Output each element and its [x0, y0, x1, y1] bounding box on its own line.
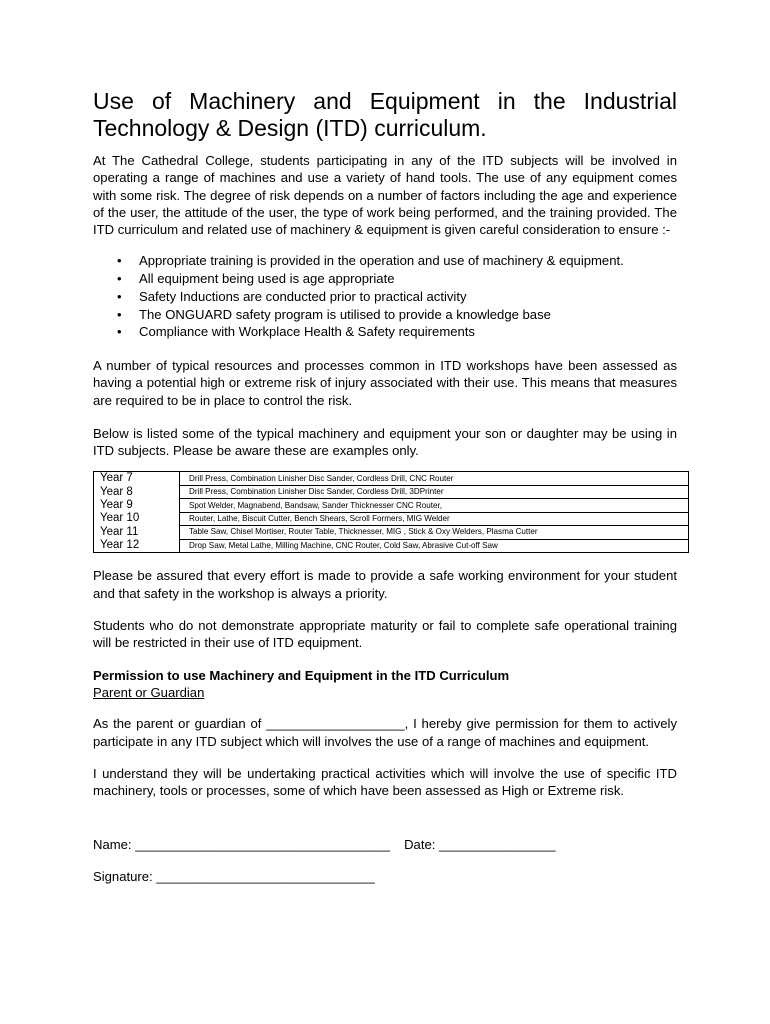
list-item: • The ONGUARD safety program is utilised to provide a knowledge base [117, 306, 551, 322]
risk-paragraph: A number of typical resources and processes common in ITD workshops have been assessed as having a potential high or extreme risk of injury associated with their use. This means that measures are required to be in place to control the risk. [93, 358, 677, 408]
equipment-cell: Drill Press, Combination Linisher Disc Sander, Cordless Drill, 3DPrinter [180, 485, 689, 498]
year-column [94, 472, 180, 553]
table-row [94, 512, 689, 525]
bullet-icon: • [117, 324, 122, 340]
table-row [94, 539, 689, 553]
year-label: Year 7 [100, 472, 133, 485]
list-item: • All equipment being used is age appropriate [117, 271, 395, 287]
equipment-intro-paragraph: Below is listed some of the typical machinery and equipment your son or daughter may be using in ITD subjects. Please be aware these are examples only. [93, 425, 677, 459]
year-label: Year 9 [100, 499, 133, 512]
list-item: • Compliance with Workplace Health & Safety requirements [117, 324, 475, 340]
restriction-paragraph: Students who do not demonstrate appropriate maturity or fail to complete safe operational training will be restricted in their use of ITD equipment. [93, 617, 677, 651]
bullet-icon: • [117, 288, 122, 304]
equipment-cell: Drop Saw, Metal Lathe, Milling Machine, CNC Router, Cold Saw, Abrasive Cut-off Saw [189, 540, 498, 550]
intro-paragraph: At The Cathedral College, students participating in any of the ITD subjects will be involved in operating a range of machines and use a variety of hand tools. The use of any equipment comes with some risk. The degree of risk depends on a number of factors including the age and experience of the user, the attitude of the user, the type of work being performed, and the training provided. The ITD curriculum and related use of machinery & equipment is given careful consideration to ensure :- [93, 153, 677, 238]
bullet-icon: • [117, 253, 122, 269]
bullet-icon: • [117, 271, 122, 287]
date-field[interactable]: Date: ________________ [404, 836, 556, 852]
assurance-paragraph: Please be assured that every effort is made to provide a safe working environment for your student and that safety in the workshop is always a priority. [93, 568, 677, 601]
table-row [94, 472, 689, 485]
name-field[interactable]: Name: ___________________________________ [93, 836, 391, 852]
table-row [94, 485, 689, 498]
equipment-cell: Drill Press, Combination Linisher Disc Sander, Cordless Drill, CNC Router [180, 472, 689, 485]
document-title: Use of Machinery and Equipment in the Industrial Technology & Design (ITD) curriculum. [93, 88, 677, 141]
bullet-icon: • [117, 306, 122, 322]
year-equipment-table [93, 471, 689, 553]
equipment-cell: Table Saw, Chisel Mortiser, Router Table, Thicknesser, MIG , Stick & Oxy Welders, Plasma Cutter [180, 526, 689, 539]
list-item: • Appropriate training is provided in the operation and use of machinery & equipment. [117, 253, 624, 269]
equipment-cell: Router, Lathe, Biscuit Cutter, Bench Shears, Scroll Formers, MIG Welder [180, 512, 689, 525]
table-row [94, 526, 689, 539]
year-label: Year 11 [100, 525, 139, 538]
list-item: • Safety Inductions are conducted prior to practical activity [117, 288, 467, 304]
document-page [93, 88, 677, 885]
name-date-row [93, 836, 677, 853]
signature-field[interactable]: Signature: ______________________________ [93, 868, 375, 884]
permission-subheading: Parent or Guardian [93, 685, 205, 701]
equipment-cell: Spot Welder, Magnabend, Bandsaw, Sander Thicknesser CNC Router, [180, 499, 689, 512]
guardian-consent-paragraph: As the parent or guardian of ___________________, I hereby give permission for them to actively participate in any ITD subject which will involves the use of a range of machines and equipment. [93, 716, 677, 749]
year-label: Year 12 [100, 538, 140, 551]
year-label: Year 10 [100, 512, 140, 525]
permission-heading: Permission to use Machinery and Equipment in the ITD Curriculum [93, 668, 510, 684]
year-label: Year 8 [100, 485, 133, 498]
table-row [94, 499, 689, 512]
ensure-list [93, 252, 677, 341]
risk-acknowledgement-paragraph: I understand they will be undertaking practical activities which will involve the use of specific ITD machinery, tools or processes, some of which have been assessed as High or Extreme risk. [93, 766, 677, 799]
